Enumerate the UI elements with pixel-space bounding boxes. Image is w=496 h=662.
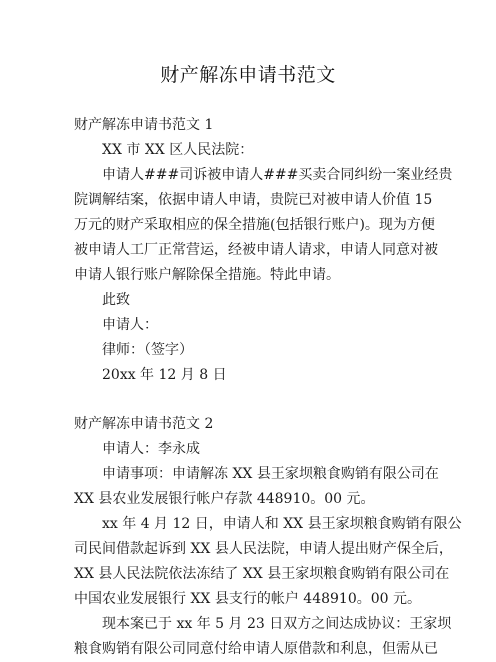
section2-matter [74, 462, 439, 512]
section1-lawyer: 律师：（签字） [102, 342, 193, 358]
section2-heading: 财产解冻申请书范文 2 [74, 416, 214, 432]
section2-para2-line: 粮食购销有限公司同意付给申请人原借款和利息，但需从已 [74, 641, 438, 657]
section1-body-line: 被申请人工厂正常营运，经被申请人请求，申请人同意对被 [74, 242, 438, 258]
section1-heading: 财产解冻申请书范文 1 [74, 117, 214, 133]
section2-para2-line: 现本案已于 xx 年 5 月 23 日双方之间达成协议：王家坝 [102, 616, 452, 632]
section2-para1-line: xx 年 4 月 12 日，申请人和 XX 县王家坝粮食购销有限公 [102, 516, 462, 532]
section2-para1-line: 中国农业发展银行 XX 县支行的帐户 448910。00 元。 [74, 591, 421, 607]
section1-date: 20xx 年 12 月 8 日 [102, 367, 227, 383]
document-body [74, 113, 462, 662]
section1-body-line: 申请人银行账户解除保全措施。特此申请。 [74, 267, 340, 283]
section1-body-line: 万元的财产采取相应的保全措施(包括银行账户)。现为方便 [74, 217, 435, 233]
section1-closing: 此致 [102, 292, 130, 308]
section2-matter-line: 申请事项：申请解冻 XX 县王家坝粮食购销有限公司在 [102, 466, 439, 482]
section2-paragraph-2 [74, 612, 452, 662]
section2-applicant: 申请人：李永成 [102, 441, 200, 457]
section2-para1-line: 司民间借款起诉到 XX 县人民法院，申请人提出财产保全后， [74, 541, 453, 557]
section2-paragraph-1 [74, 512, 462, 612]
document-title: 财产解冻申请书范文 [160, 64, 336, 86]
section2-para1-line: XX 县人民法院依法冻结了 XX 县王家坝粮食购销有限公司在 [74, 566, 450, 582]
section1-addressee: XX 市 XX 区人民法院： [102, 142, 254, 158]
section1-body-line: 申请人###司诉被申请人###买卖合同纠纷一案业经贵 [102, 167, 453, 183]
section-spacer [74, 388, 424, 412]
section1-body [74, 163, 453, 288]
section1-applicant: 申请人： [102, 317, 158, 333]
section2-matter-line: XX 县农业发展银行帐户存款 448910。00 元。 [74, 491, 375, 507]
section1-body-line: 院调解结案，依据申请人申请，贵院已对被申请人价值 15 [74, 192, 433, 208]
